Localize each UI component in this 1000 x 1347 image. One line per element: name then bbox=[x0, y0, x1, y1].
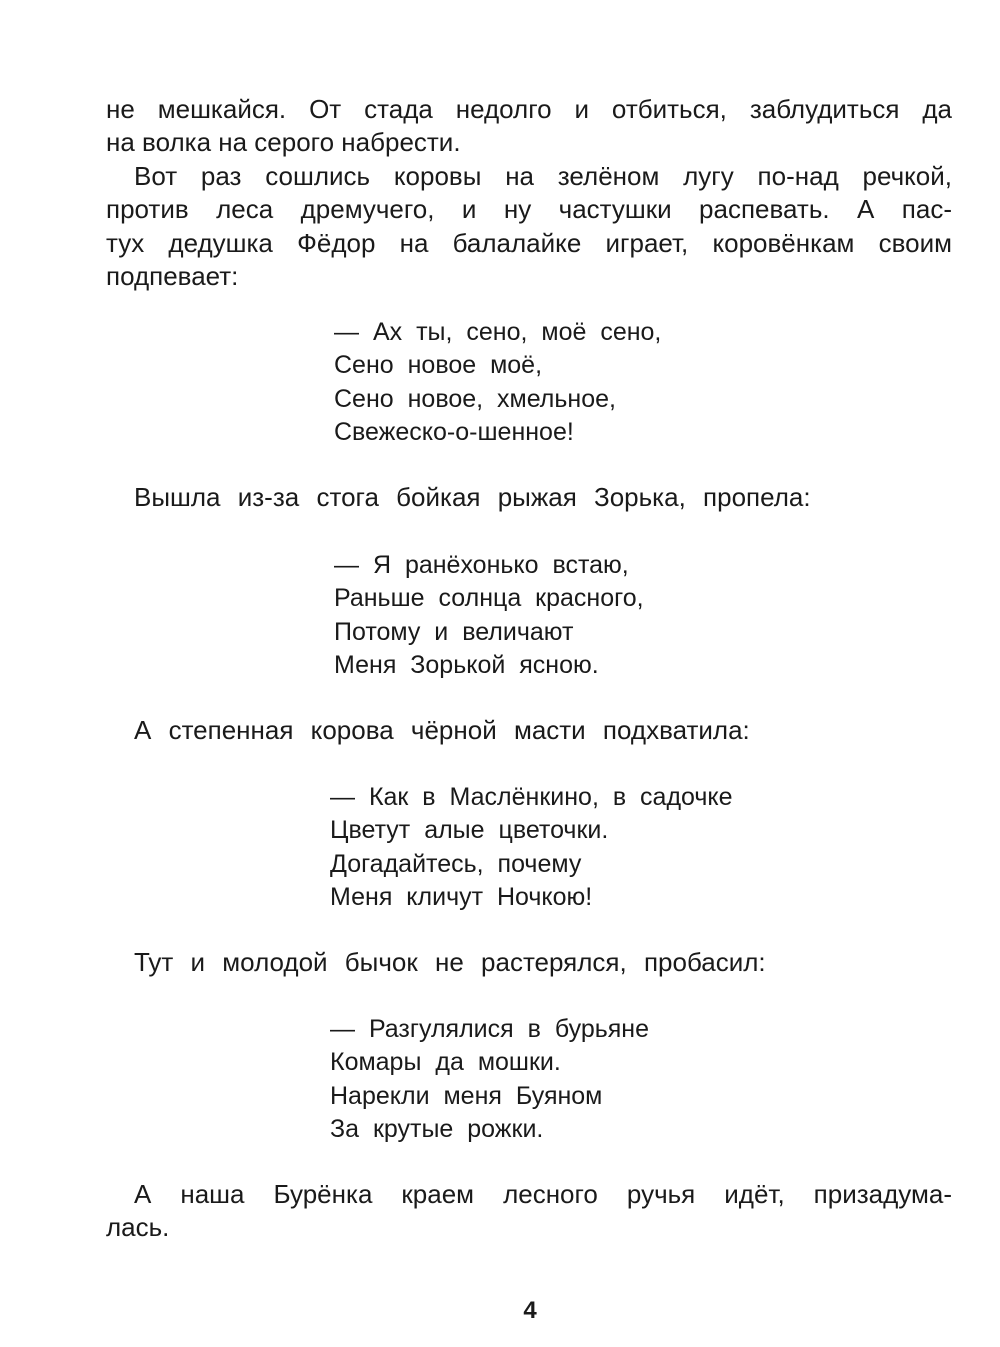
verse-line: За крутые рожки. bbox=[330, 1114, 544, 1143]
paragraph-line: лась. bbox=[106, 1212, 170, 1243]
song-buyan bbox=[330, 1013, 649, 1146]
verse-line: — Я ранёхонько встаю, bbox=[334, 551, 629, 579]
paragraph-line: подпевает: bbox=[106, 261, 239, 292]
verse-line: Потому и величают bbox=[334, 617, 574, 646]
verse-line: Меня Зорькой ясною. bbox=[334, 650, 599, 679]
verse-line: Раньше солнца красного, bbox=[334, 584, 644, 613]
verse-line: Сено новое, хмельное, bbox=[334, 384, 616, 413]
verse-line: Меня кличут Ночкою! bbox=[330, 882, 593, 911]
paragraph-line: А наша Бурёнка краем лесного ручья идёт, призадума- bbox=[134, 1179, 952, 1209]
song-hay bbox=[334, 316, 661, 449]
paragraph-line: тух дедушка Фёдор на балалайке играет, коровёнкам своим bbox=[106, 227, 952, 258]
paragraph-line: Вот раз сошлись коровы на зелёном лугу по-над речкой, bbox=[134, 161, 952, 191]
paragraph-6 bbox=[106, 1178, 952, 1245]
paragraph-2 bbox=[106, 160, 952, 294]
paragraph-4: А степенная корова чёрной масти подхватила: bbox=[134, 715, 750, 745]
verse-line: Догадайтесь, почему bbox=[330, 849, 582, 878]
paragraph-5: Тут и молодой бычок не растерялся, пробасил: bbox=[134, 947, 766, 977]
verse-line: — Ах ты, сено, моё сено, bbox=[334, 318, 662, 346]
paragraph-line: на волка на серого набрести. bbox=[106, 127, 461, 158]
verse-line: Комары да мошки. bbox=[330, 1048, 561, 1077]
paragraph-1 bbox=[106, 93, 952, 160]
verse-line: — Как в Маслёнкино, в садочке bbox=[330, 783, 733, 811]
verse-line: — Разгулялися в бурьяне bbox=[330, 1015, 649, 1043]
song-nochka bbox=[330, 781, 733, 914]
paragraph-line: не мешкайся. От стада недолго и отбиться, заблудиться да bbox=[106, 94, 952, 124]
song-zorka bbox=[334, 549, 644, 682]
page-number: 4 bbox=[523, 1297, 537, 1324]
paragraph-line: против леса дремучего, и ну частушки распевать. А пас- bbox=[106, 194, 952, 225]
verse-line: Цветут алые цветочки. bbox=[330, 816, 609, 845]
paragraph-3: Вышла из-за стога бойкая рыжая Зорька, пропела: bbox=[134, 482, 811, 512]
verse-line: Сено новое моё, bbox=[334, 351, 543, 380]
verse-line: Свежеско-о-шенное! bbox=[334, 417, 574, 446]
verse-line: Нарекли меня Буяном bbox=[330, 1081, 603, 1110]
